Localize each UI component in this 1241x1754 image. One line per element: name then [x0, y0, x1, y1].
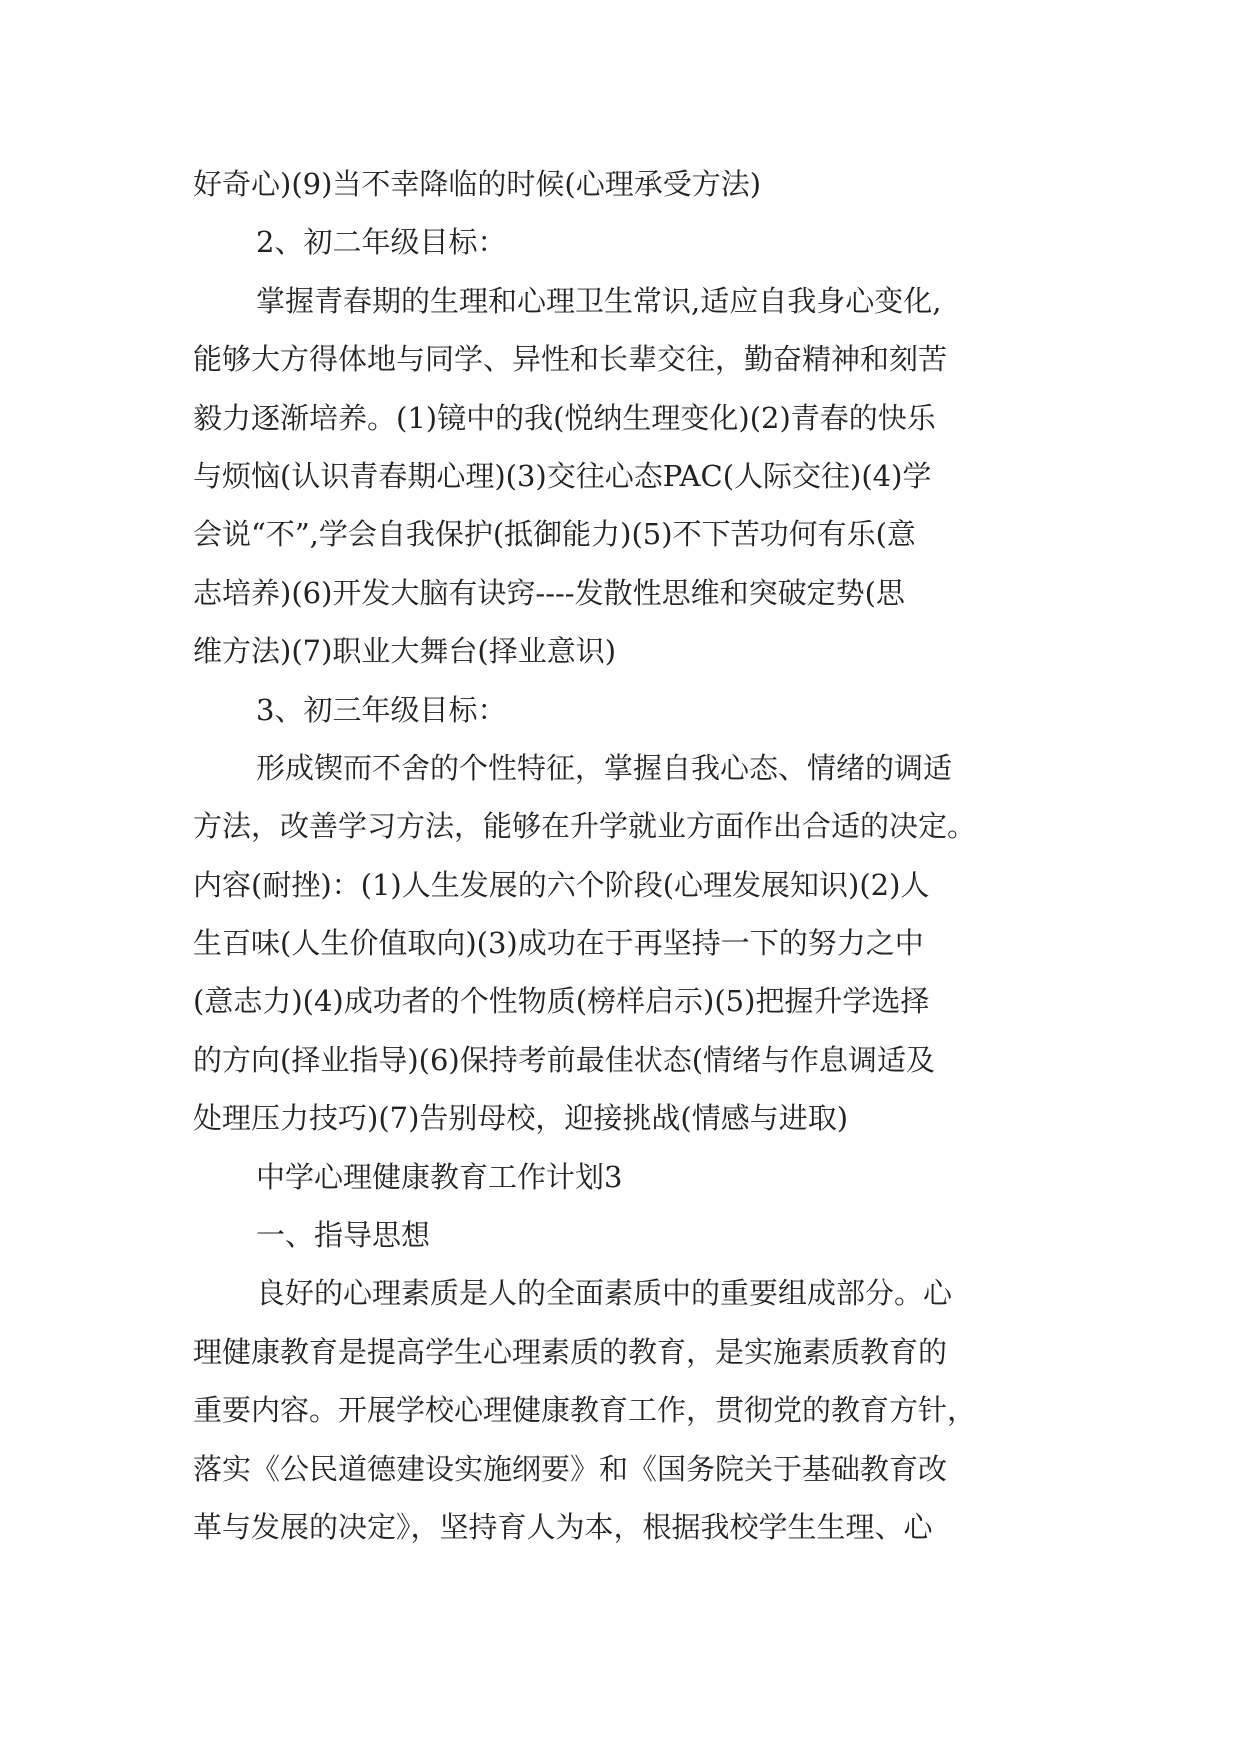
text-line: 与烦恼(认识青春期心理)(3)交往心态PAC(人际交往)(4)学	[193, 458, 932, 493]
text-line: 生百味(人生价值取向)(3)成功在于再坚持一下的努力之中	[193, 926, 924, 961]
text-line: 3、初三年级目标：	[256, 692, 507, 727]
text-line: 重要内容。开展学校心理健康教育工作，贯彻党的教育方针，	[193, 1393, 977, 1428]
text-line: 良好的心理素质是人的全面素质中的重要组成部分。心	[256, 1276, 953, 1311]
text-line: 掌握青春期的生理和心理卫生常识,适应自我身心变化,	[256, 283, 942, 318]
text-line: 2、初二年级目标：	[256, 225, 507, 260]
text-line: 形成锲而不舍的个性特征，掌握自我心态、情绪的调适	[256, 750, 953, 785]
text-line: 处理压力技巧)(7)告别母校，迎接挑战(情感与进取)	[193, 1101, 849, 1136]
text-line: 能够大方得体地与同学、异性和长辈交往，勤奋精神和刻苦	[193, 342, 948, 377]
text-line: 维方法)(7)职业大舞台(择业意识)	[193, 634, 617, 669]
text-line: 会说“不”,学会自我保护(抵御能力)(5)不下苦功何有乐(意	[193, 517, 916, 552]
text-line: 志培养)(6)开发大脑有诀窍----发散性思维和突破定势(思	[193, 575, 905, 610]
text-line: 内容(耐挫)：(1)人生发展的六个阶段(心理发展知识)(2)人	[193, 867, 930, 902]
text-line: 一、指导思想	[256, 1218, 431, 1253]
text-line: 好奇心)(9)当不幸降临的时候(心理承受方法)	[193, 167, 762, 201]
text-line: 毅力逐渐培养。(1)镜中的我(悦纳生理变化)(2)青春的快乐	[193, 400, 936, 435]
document-body	[193, 155, 1063, 1556]
text-line: (意志力)(4)成功者的个性物质(榜样启示)(5)把握升学选择	[193, 984, 930, 1019]
text-line: 的方向(择业指导)(6)保持考前最佳状态(情绪与作息调适及	[193, 1042, 936, 1077]
text-line: 方法，改善学习方法，能够在升学就业方面作出合适的决定。	[193, 809, 977, 844]
text-line: 中学心理健康教育工作计划3	[256, 1159, 623, 1194]
text-line: 革与发展的决定》，坚持育人为本，根据我校学生生理、心	[193, 1509, 933, 1544]
text-line: 理健康教育是提高学生心理素质的教育，是实施素质教育的	[193, 1334, 948, 1369]
text-line: 落实《公民道德建设实施纲要》和《国务院关于基础教育改	[193, 1451, 948, 1486]
